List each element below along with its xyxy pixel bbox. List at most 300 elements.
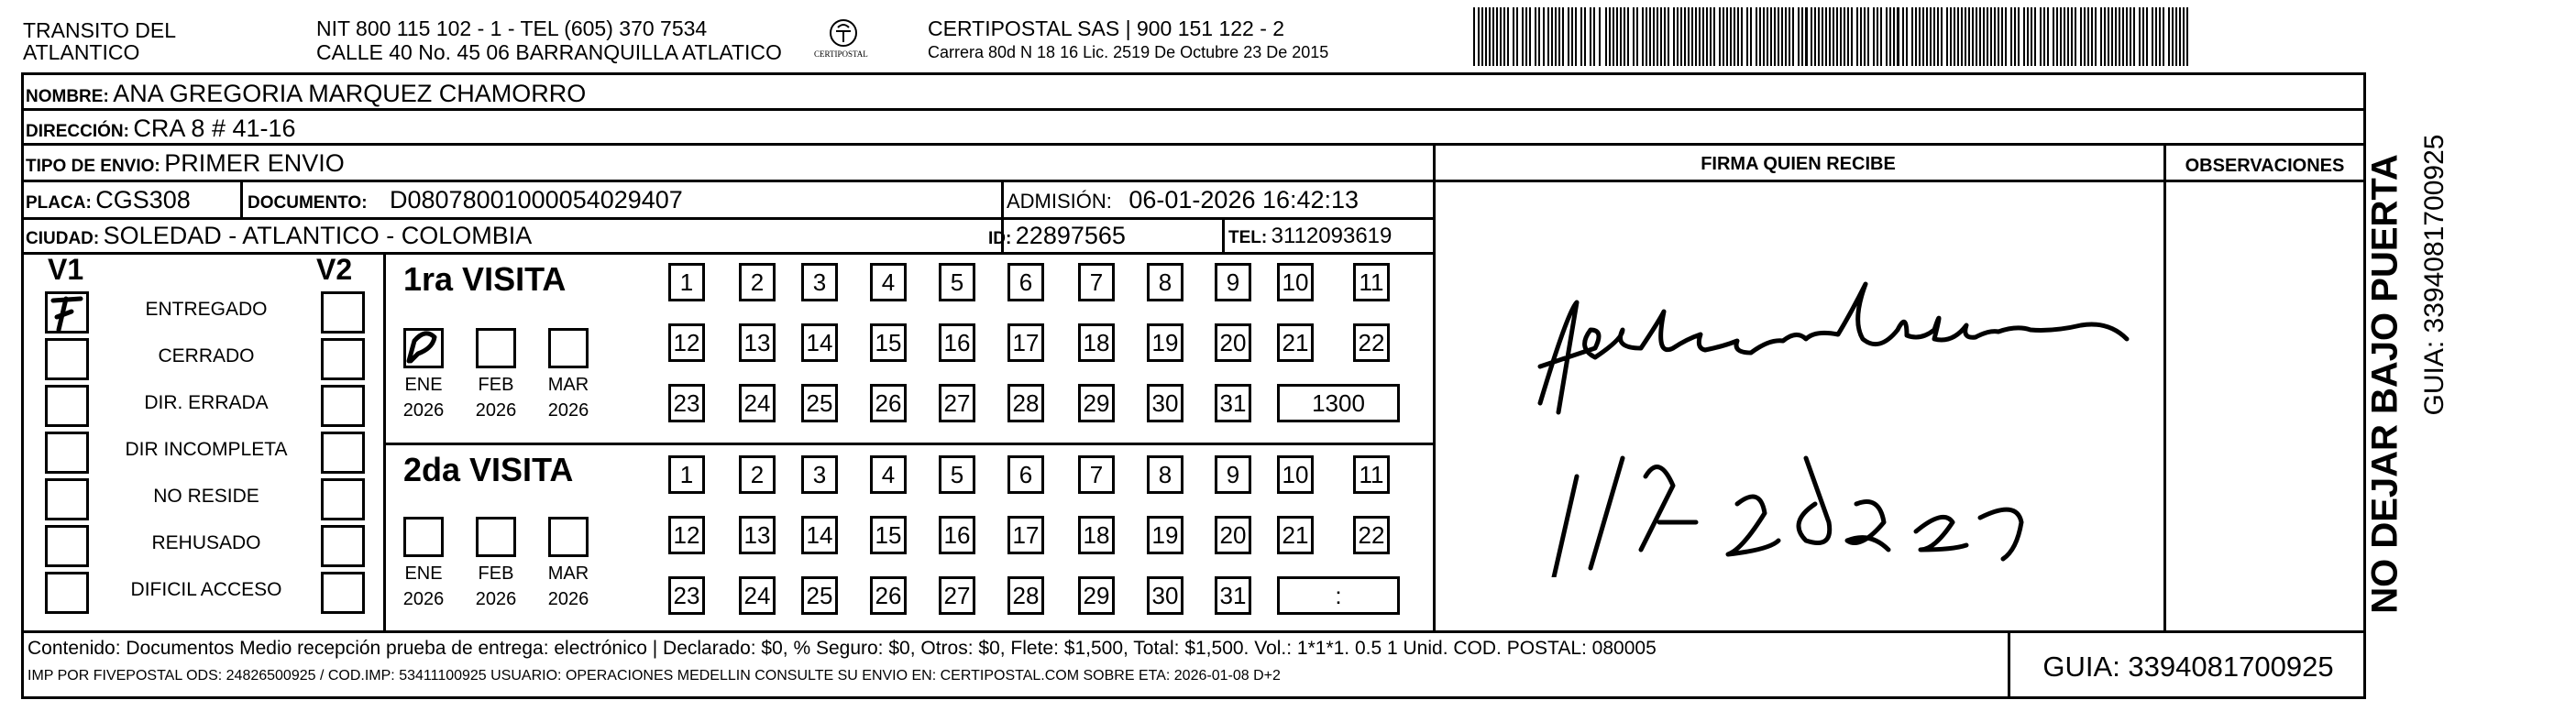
second-visit-title: 2da VISITA: [403, 451, 574, 488]
v1-checkbox[interactable]: [45, 525, 89, 567]
barcode-bar: [1789, 7, 1790, 66]
barcode-bar: [2119, 7, 2120, 66]
barcode-bar: [1877, 7, 1878, 66]
barcode-bar: [1605, 7, 1607, 66]
admision-cell: [1007, 186, 1359, 214]
barcode-bar: [1950, 7, 1952, 66]
barcode-bar: [1750, 7, 1752, 66]
tipo-envio-row: [26, 149, 345, 178]
barcode-bar: [1503, 7, 1505, 66]
day-box[interactable]: 14: [801, 323, 838, 362]
barcode-bar: [1867, 7, 1869, 66]
month-label: [541, 372, 596, 423]
barcode-bar: [1568, 7, 1569, 66]
barcode-bar: [1551, 7, 1553, 66]
v2-checkbox[interactable]: [321, 385, 365, 427]
barcode-bar: [1926, 7, 1928, 66]
day-box[interactable]: 7: [1078, 455, 1115, 494]
month-checkbox[interactable]: [403, 517, 444, 557]
barcode: [1473, 7, 2191, 66]
day-box[interactable]: 2: [739, 455, 776, 494]
v1-label: V1: [48, 253, 84, 286]
barcode-bar: [1933, 7, 1935, 66]
barcode-bar: [1699, 7, 1701, 66]
barcode-bar: [2133, 7, 2135, 66]
day-box[interactable]: 12: [668, 516, 705, 554]
barcode-bar: [1543, 7, 1545, 66]
status-label: ENTREGADO: [145, 299, 268, 320]
day-box[interactable]: 23: [668, 384, 705, 422]
barcode-bar: [1489, 7, 1491, 66]
barcode-bar: [1500, 7, 1502, 66]
day-box[interactable]: 25: [801, 576, 838, 615]
day-box[interactable]: 13: [739, 323, 776, 362]
status-label: CERRADO: [158, 345, 255, 366]
barcode-bar: [1485, 7, 1487, 66]
day-box[interactable]: 19: [1147, 323, 1183, 362]
barcode-bar: [1558, 7, 1560, 66]
barcode-bar: [1620, 7, 1622, 66]
entregado-check-mark: [44, 290, 99, 335]
day-box[interactable]: 31: [1215, 384, 1251, 422]
footer-contents: Contenido: Documentos Medio recepción prueba de entrega: electrónico | Declarado: $0, % Seguro: $0, Otros: $0, Flete: $1,500, Total: $1,500. Vol.: 1*1*1. 0.5 1 Unid. COD. POSTAL: 080005: [28, 638, 1657, 659]
barcode-bar: [1902, 7, 1904, 66]
day-box[interactable]: 4: [870, 455, 907, 494]
barcode-bar: [2018, 7, 2020, 66]
documento-value: D08078001000054029407: [390, 186, 683, 213]
barcode-bar: [2179, 7, 2181, 66]
row-divider: [21, 143, 2366, 146]
sender-name-line1: TRANSITO DEL: [23, 18, 176, 42]
month-checkbox[interactable]: [548, 328, 589, 368]
barcode-bar: [1774, 7, 1776, 66]
barcode-bar: [1590, 7, 1591, 66]
day-box[interactable]: 3: [801, 263, 838, 301]
barcode-bar: [2014, 7, 2016, 66]
barcode-bar: [1706, 7, 1708, 66]
barcode-bar: [2186, 7, 2188, 66]
barcode-bar: [1889, 7, 1891, 66]
v1-checkbox[interactable]: [45, 338, 89, 380]
v1-checkbox[interactable]: [45, 572, 89, 614]
barcode-bar: [1856, 7, 1858, 66]
id-cell: [988, 222, 1126, 250]
barcode-bar: [1911, 7, 1913, 66]
barcode-bar: [1713, 7, 1715, 66]
day-box[interactable]: 19: [1147, 516, 1183, 554]
ene-check-mark: [402, 324, 447, 370]
barcode-bar: [1649, 7, 1651, 66]
day-box[interactable]: 25: [801, 384, 838, 422]
barcode-bar: [2027, 7, 2029, 66]
barcode-bar: [2146, 7, 2148, 66]
day-box[interactable]: 26: [870, 384, 907, 422]
barcode-bar: [2155, 7, 2157, 66]
day-box[interactable]: 21: [1277, 323, 1314, 362]
barcode-bar: [2067, 7, 2069, 66]
barcode-bar: [2064, 7, 2065, 66]
certipostal-logo: [816, 13, 871, 68]
barcode-bar: [1792, 7, 1794, 66]
barcode-bar: [1478, 7, 1480, 66]
day-box[interactable]: 1: [668, 455, 705, 494]
barcode-bar: [2183, 7, 2185, 66]
admision-value: 06-01-2026 16:42:13: [1128, 186, 1360, 213]
month-name: MAR: [547, 375, 589, 395]
day-box[interactable]: 11: [1353, 455, 1390, 494]
day-box[interactable]: 3: [801, 455, 838, 494]
tipo-envio-value: PRIMER ENVIO: [164, 149, 345, 177]
barcode-bar: [2087, 7, 2089, 66]
barcode-bar: [1957, 7, 1959, 66]
barcode-bar: [1746, 7, 1748, 66]
month-checkbox[interactable]: [476, 328, 516, 368]
day-box[interactable]: 10: [1277, 263, 1314, 301]
day-box[interactable]: 21: [1277, 516, 1314, 554]
v2-checkbox[interactable]: [321, 478, 365, 520]
month-checkbox[interactable]: [548, 517, 589, 557]
barcode-bar: [2108, 7, 2109, 66]
barcode-bar: [1864, 7, 1866, 66]
row-divider: [21, 217, 1433, 220]
day-box[interactable]: 30: [1147, 576, 1183, 615]
barcode-bar: [1818, 7, 1820, 66]
recipient-signature: [1503, 275, 2218, 577]
barcode-bar: [1664, 7, 1666, 66]
v2-checkbox[interactable]: [321, 291, 365, 334]
barcode-bar: [1710, 7, 1712, 66]
status-visit-divider: [383, 252, 386, 630]
sender-nit: NIT 800 115 102 - 1 - TEL (605) 370 7534: [316, 16, 708, 40]
barcode-bar: [1994, 7, 1996, 66]
day-box[interactable]: 6: [1007, 455, 1044, 494]
v1-checkbox[interactable]: [45, 385, 89, 427]
barcode-bar: [1653, 7, 1655, 66]
day-box[interactable]: 26: [870, 576, 907, 615]
barcode-bar: [1737, 7, 1739, 66]
tel-value: 3112093619: [1271, 224, 1393, 248]
barcode-bar: [1906, 7, 1908, 66]
barcode-bar: [1636, 7, 1638, 66]
barcode-bar: [1785, 7, 1787, 66]
status-label: DIFICIL ACCESO: [130, 579, 282, 600]
documento-label: DOCUMENTO:: [248, 193, 368, 213]
barcode-bar: [1756, 7, 1757, 66]
day-box[interactable]: 28: [1007, 384, 1044, 422]
form-left-border: [21, 72, 24, 699]
day-box[interactable]: 9: [1215, 263, 1251, 301]
barcode-bar: [1801, 7, 1803, 66]
v2-checkbox[interactable]: [321, 525, 365, 567]
barcode-bar: [2023, 7, 2025, 66]
v2-checkbox[interactable]: [321, 338, 365, 380]
barcode-bar: [2152, 7, 2153, 66]
placa-value: CGS308: [95, 186, 191, 213]
barcode-bar: [2095, 7, 2097, 66]
day-box[interactable]: 8: [1147, 455, 1183, 494]
day-box[interactable]: 20: [1215, 516, 1251, 554]
id-label: ID:: [988, 229, 1012, 248]
day-box[interactable]: 13: [739, 516, 776, 554]
barcode-bar: [1880, 7, 1882, 66]
barcode-bar: [1976, 7, 1977, 66]
barcode-bar: [1840, 7, 1842, 66]
admision-label: ADMISIÓN:: [1007, 190, 1112, 213]
barcode-bar: [2056, 7, 2058, 66]
day-box[interactable]: 1: [668, 263, 705, 301]
barcode-bar: [1627, 7, 1629, 66]
barcode-bar: [2047, 7, 2049, 66]
day-box[interactable]: 5: [939, 263, 975, 301]
placa-label: PLACA:: [26, 193, 92, 213]
status-label: NO RESIDE: [153, 486, 259, 507]
barcode-bar: [1516, 7, 1518, 66]
side-guia: GUIA: 3394081700925: [2419, 134, 2449, 416]
barcode-bar: [1741, 7, 1743, 66]
barcode-bar: [1660, 7, 1662, 66]
barcode-bar: [1734, 7, 1735, 66]
form-bottom-border: [21, 696, 2366, 699]
day-box[interactable]: 17: [1007, 323, 1044, 362]
day-box[interactable]: 15: [870, 516, 907, 554]
barcode-bar: [1965, 7, 1966, 66]
day-box[interactable]: 14: [801, 516, 838, 554]
barcode-bar: [1844, 7, 1845, 66]
barcode-bar: [1979, 7, 1981, 66]
barcode-bar: [1836, 7, 1838, 66]
day-box[interactable]: 29: [1078, 384, 1115, 422]
row-divider: [21, 108, 2366, 111]
barcode-bar: [2080, 7, 2082, 66]
barcode-bar: [2175, 7, 2177, 66]
barcode-bar: [2010, 7, 2012, 66]
day-box[interactable]: 20: [1215, 323, 1251, 362]
barcode-bar: [1646, 7, 1647, 66]
v1-checkbox[interactable]: [45, 432, 89, 474]
visit-divider: [383, 443, 1433, 445]
barcode-bar: [1987, 7, 1988, 66]
day-box[interactable]: 2: [739, 263, 776, 301]
barcode-bar: [1972, 7, 1974, 66]
barcode-bar: [1593, 7, 1595, 66]
barcode-bar: [1691, 7, 1693, 66]
month-name: MAR: [547, 563, 589, 584]
status-label: DIR. ERRADA: [144, 392, 269, 413]
row-divider: [21, 252, 1433, 255]
barcode-bar: [1673, 7, 1675, 66]
tel-label: TEL:: [1228, 228, 1268, 247]
barcode-bar: [1684, 7, 1686, 66]
barcode-bar: [2126, 7, 2128, 66]
month-checkbox[interactable]: [476, 517, 516, 557]
direccion-label: DIRECCIÓN:: [26, 122, 129, 141]
signature-col-left: [1433, 143, 1436, 630]
status-label: DIR INCOMPLETA: [125, 439, 288, 460]
barcode-bar: [2084, 7, 2086, 66]
barcode-bar: [1726, 7, 1728, 66]
firma-header: FIRMA QUIEN RECIBE: [1701, 154, 1896, 174]
barcode-bar: [1624, 7, 1625, 66]
day-box[interactable]: 24: [739, 384, 776, 422]
barcode-bar: [1613, 7, 1614, 66]
day-box[interactable]: 18: [1078, 516, 1115, 554]
barcode-bar: [1825, 7, 1827, 66]
barcode-bar: [1688, 7, 1690, 66]
barcode-bar: [1599, 7, 1601, 66]
barcode-bar: [2001, 7, 2003, 66]
documento-cell: [248, 186, 683, 214]
side-warning: NO DEJAR BAJO PUERTA: [2364, 154, 2405, 614]
barcode-bar: [1492, 7, 1494, 66]
barcode-bar: [2060, 7, 2062, 66]
barcode-bar: [1805, 7, 1808, 66]
tipo-envio-label: TIPO DE ENVIO:: [26, 157, 160, 176]
barcode-bar: [1968, 7, 1970, 66]
barcode-bar: [1946, 7, 1948, 66]
day-box[interactable]: 9: [1215, 455, 1251, 494]
barcode-bar: [2172, 7, 2174, 66]
barcode-bar: [1538, 7, 1540, 66]
barcode-bar: [1851, 7, 1853, 66]
barcode-bar: [1547, 7, 1549, 66]
barcode-bar: [1873, 7, 1875, 66]
barcode-bar: [1496, 7, 1498, 66]
day-box[interactable]: 30: [1147, 384, 1183, 422]
barcode-bar: [1723, 7, 1724, 66]
direccion-row: [26, 115, 296, 143]
barcode-bar: [2130, 7, 2131, 66]
barcode-bar: [1580, 7, 1582, 66]
placa-divider: [240, 180, 243, 217]
day-box[interactable]: 11: [1353, 263, 1390, 301]
nombre-row: [26, 80, 586, 108]
day-box[interactable]: 12: [668, 323, 705, 362]
day-box[interactable]: 10: [1277, 455, 1314, 494]
barcode-bar: [2104, 7, 2106, 66]
day-box[interactable]: 23: [668, 576, 705, 615]
barcode-bar: [2122, 7, 2124, 66]
tel-divider: [1222, 217, 1225, 252]
month-year: 2026: [402, 589, 445, 609]
day-box[interactable]: 27: [939, 576, 975, 615]
barcode-bar: [1763, 7, 1765, 66]
time-box[interactable]: 1300: [1277, 384, 1400, 422]
barcode-bar: [1860, 7, 1862, 66]
barcode-bar: [1633, 7, 1635, 66]
tel-cell: [1228, 224, 1392, 249]
day-box[interactable]: 24: [739, 576, 776, 615]
month-name: ENE: [404, 563, 443, 584]
barcode-bar: [1781, 7, 1783, 66]
barcode-bar: [1680, 7, 1682, 66]
barcode-bar: [2091, 7, 2093, 66]
barcode-bar: [1897, 7, 1899, 66]
barcode-bar: [2142, 7, 2144, 66]
barcode-bar: [1677, 7, 1679, 66]
barcode-bar: [2053, 7, 2054, 66]
barcode-bar: [1571, 7, 1573, 66]
barcode-bar: [1668, 7, 1669, 66]
month-label: [396, 561, 451, 612]
day-box[interactable]: 16: [939, 516, 975, 554]
day-box[interactable]: 4: [870, 263, 907, 301]
barcode-bar: [2163, 7, 2164, 66]
day-box[interactable]: 18: [1078, 323, 1115, 362]
barcode-bar: [2031, 7, 2032, 66]
month-label: [468, 561, 523, 612]
barcode-bar: [2168, 7, 2170, 66]
barcode-bar: [1642, 7, 1644, 66]
barcode-bar: [1767, 7, 1768, 66]
month-name: FEB: [478, 563, 514, 584]
barcode-bar: [1657, 7, 1658, 66]
nombre-label: NOMBRE:: [26, 87, 109, 106]
month-year: 2026: [475, 589, 517, 609]
day-box[interactable]: 15: [870, 323, 907, 362]
barcode-bar: [2071, 7, 2073, 66]
barcode-bar: [2100, 7, 2102, 66]
day-box[interactable]: 5: [939, 455, 975, 494]
day-box[interactable]: 29: [1078, 576, 1115, 615]
time-box[interactable]: :: [1277, 576, 1400, 615]
day-box[interactable]: 16: [939, 323, 975, 362]
barcode-bar: [1998, 7, 1999, 66]
barcode-bar: [2043, 7, 2045, 66]
barcode-bar: [1915, 7, 1917, 66]
barcode-bar: [2075, 7, 2076, 66]
month-label: [396, 372, 451, 423]
barcode-bar: [1778, 7, 1779, 66]
footer-guia: GUIA: 3394081700925: [2042, 651, 2334, 683]
v2-checkbox[interactable]: [321, 572, 365, 614]
footer-print-info: IMP POR FIVEPOSTAL ODS: 24826500925 / COD.IMP: 53411100925 USUARIO: OPERACIONES MEDELLIN CONSULTE SU ENVIO EN: CERTIPOSTAL.COM SOBRE ETA: 2026-01-08 D+2: [28, 668, 1281, 684]
ciudad-label: CIUDAD:: [26, 229, 100, 248]
certipostal-logo-text: CERTIPOSTAL: [814, 49, 868, 59]
barcode-bar: [1919, 7, 1921, 66]
barcode-bar: [2005, 7, 2007, 66]
day-box[interactable]: 17: [1007, 516, 1044, 554]
barcode-bar: [1954, 7, 1955, 66]
barcode-bar: [1990, 7, 1992, 66]
day-box[interactable]: 31: [1215, 576, 1251, 615]
sender-name-line2: ATLANTICO: [23, 40, 140, 64]
day-box[interactable]: 6: [1007, 263, 1044, 301]
barcode-bar: [1584, 7, 1586, 66]
barcode-bar: [2111, 7, 2113, 66]
day-box[interactable]: 22: [1353, 323, 1390, 362]
id-value: 22897565: [1015, 222, 1126, 249]
barcode-bar: [1555, 7, 1557, 66]
form-top-border: [21, 72, 2366, 75]
barcode-bar: [2034, 7, 2036, 66]
barcode-bar: [1833, 7, 1834, 66]
v1-checkbox[interactable]: [45, 478, 89, 520]
barcode-bar: [1535, 7, 1536, 66]
barcode-bar: [1507, 7, 1509, 66]
barcode-bar: [1562, 7, 1564, 66]
barcode-bar: [1811, 7, 1812, 66]
day-box[interactable]: 28: [1007, 576, 1044, 615]
observaciones-underline: [2163, 180, 2363, 182]
day-box[interactable]: 22: [1353, 516, 1390, 554]
day-box[interactable]: 27: [939, 384, 975, 422]
observaciones-header: OBSERVACIONES: [2185, 156, 2345, 176]
day-box[interactable]: 7: [1078, 263, 1115, 301]
day-box[interactable]: 8: [1147, 263, 1183, 301]
v2-checkbox[interactable]: [321, 432, 365, 474]
barcode-bar: [1702, 7, 1704, 66]
barcode-bar: [1930, 7, 1932, 66]
